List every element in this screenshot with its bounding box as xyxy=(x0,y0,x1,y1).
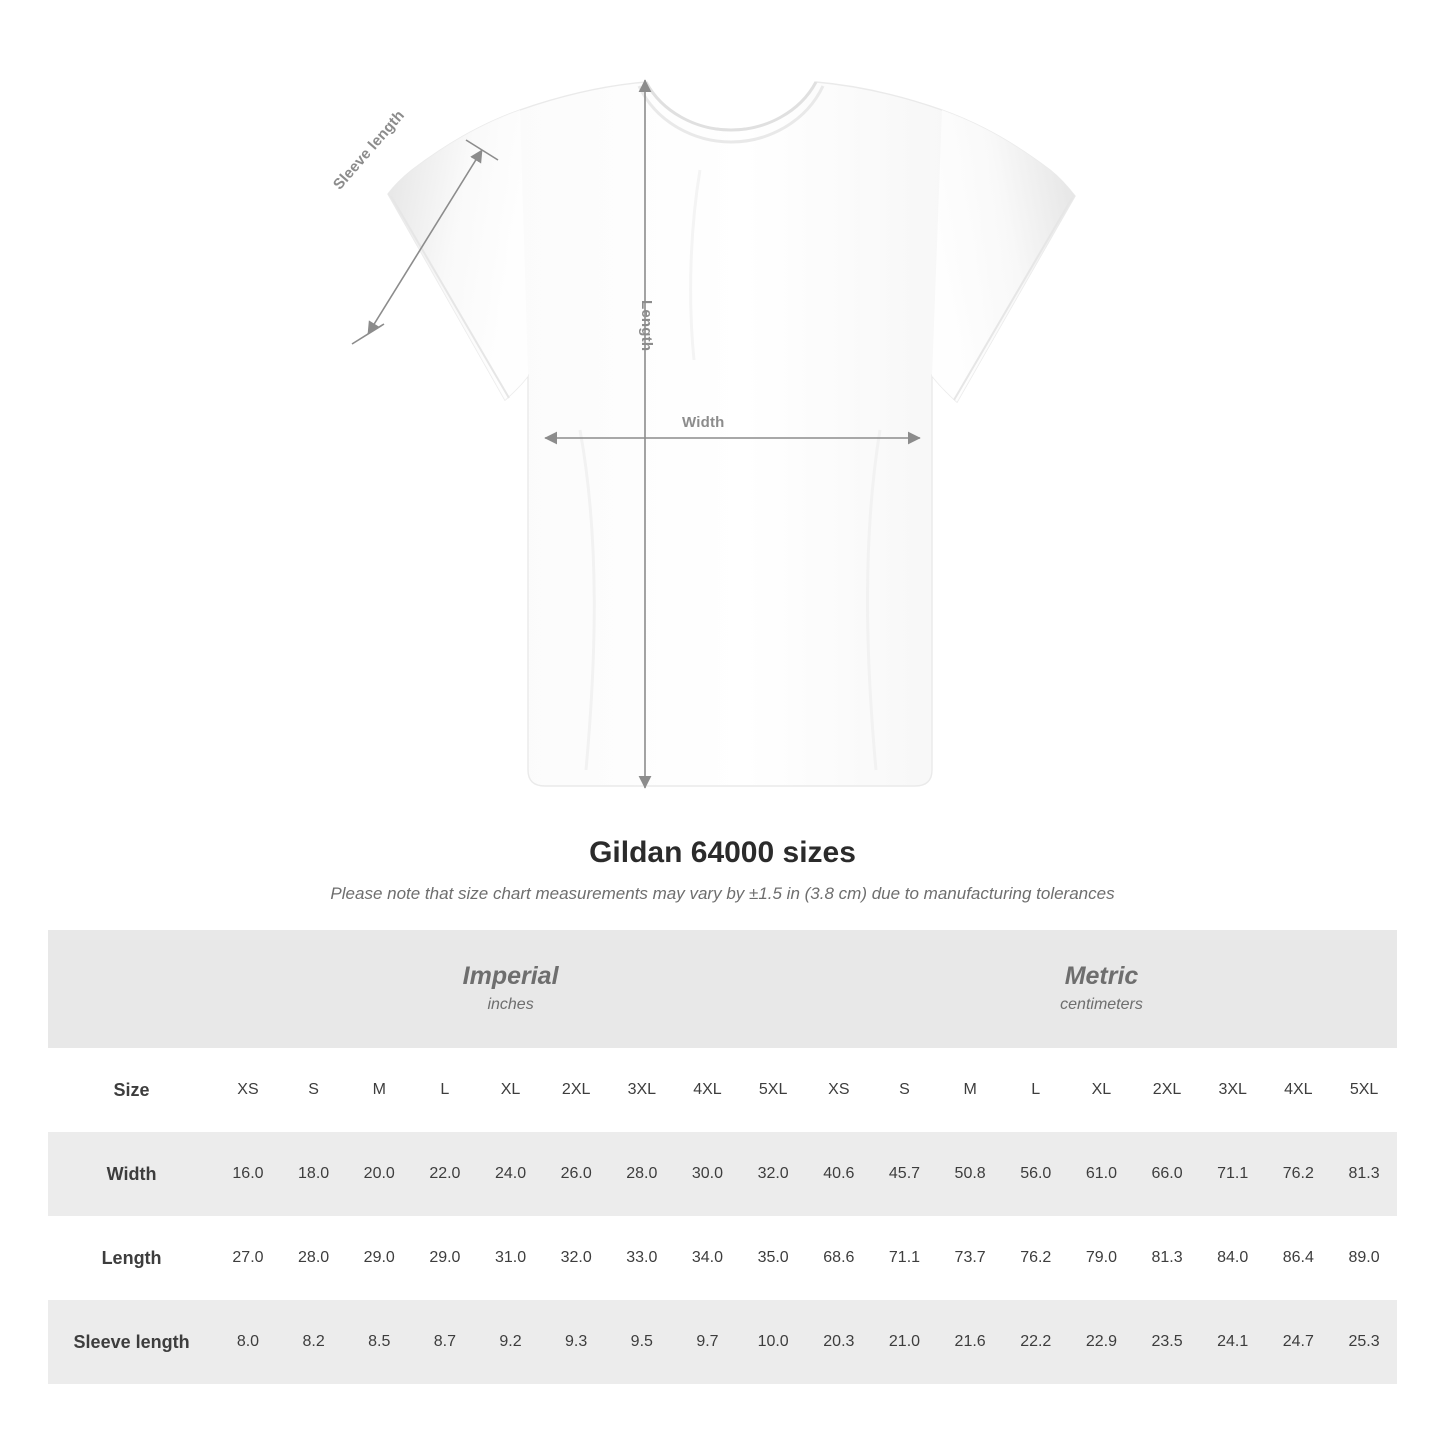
cell-length-9: 68.6 xyxy=(806,1216,872,1300)
size-col-7: 4XL xyxy=(675,1048,741,1132)
cell-sleeve-1: 8.2 xyxy=(281,1300,347,1384)
cell-sleeve-5: 9.3 xyxy=(543,1300,609,1384)
cell-width-14: 66.0 xyxy=(1134,1132,1200,1216)
size-col-5: 2XL xyxy=(543,1048,609,1132)
imperial-name: Imperial xyxy=(462,961,559,990)
row-label-width: Width xyxy=(48,1132,215,1216)
size-col-13: XL xyxy=(1069,1048,1135,1132)
cell-width-5: 26.0 xyxy=(543,1132,609,1216)
row-label-sleeve-length: Sleeve length xyxy=(48,1300,215,1384)
cell-width-1: 18.0 xyxy=(281,1132,347,1216)
size-col-4: XL xyxy=(478,1048,544,1132)
tshirt-shape xyxy=(388,82,1075,786)
cell-sleeve-3: 8.7 xyxy=(412,1300,478,1384)
cell-width-7: 30.0 xyxy=(675,1132,741,1216)
unit-group-metric xyxy=(806,930,1397,1048)
size-col-0: XS xyxy=(215,1048,281,1132)
table-row xyxy=(48,1216,1397,1300)
cell-length-8: 35.0 xyxy=(740,1216,806,1300)
cell-length-13: 79.0 xyxy=(1069,1216,1135,1300)
size-chart-header xyxy=(0,836,1445,904)
cell-length-12: 76.2 xyxy=(1003,1216,1069,1300)
cell-sleeve-2: 8.5 xyxy=(346,1300,412,1384)
cell-length-0: 27.0 xyxy=(215,1216,281,1300)
cell-sleeve-15: 24.1 xyxy=(1200,1300,1266,1384)
size-col-9: XS xyxy=(806,1048,872,1132)
cell-length-17: 89.0 xyxy=(1331,1216,1397,1300)
cell-width-11: 50.8 xyxy=(937,1132,1003,1216)
size-chart-table xyxy=(48,930,1397,1384)
table-row xyxy=(48,1132,1397,1216)
cell-width-12: 56.0 xyxy=(1003,1132,1069,1216)
cell-sleeve-6: 9.5 xyxy=(609,1300,675,1384)
cell-length-1: 28.0 xyxy=(281,1216,347,1300)
imperial-sub: inches xyxy=(487,995,534,1013)
unit-group-imperial xyxy=(215,930,806,1048)
cell-sleeve-17: 25.3 xyxy=(1331,1300,1397,1384)
length-label: Length xyxy=(638,300,655,352)
size-col-8: 5XL xyxy=(740,1048,806,1132)
metric-sub: centimeters xyxy=(1060,995,1143,1013)
size-col-6: 3XL xyxy=(609,1048,675,1132)
cell-length-16: 86.4 xyxy=(1266,1216,1332,1300)
cell-length-10: 71.1 xyxy=(872,1216,938,1300)
cell-width-13: 61.0 xyxy=(1069,1132,1135,1216)
cell-width-8: 32.0 xyxy=(740,1132,806,1216)
cell-width-9: 40.6 xyxy=(806,1132,872,1216)
metric-name: Metric xyxy=(1064,961,1139,990)
row-label-length: Length xyxy=(48,1216,215,1300)
size-col-12: L xyxy=(1003,1048,1069,1132)
cell-width-2: 20.0 xyxy=(346,1132,412,1216)
cell-sleeve-14: 23.5 xyxy=(1134,1300,1200,1384)
cell-sleeve-11: 21.6 xyxy=(937,1300,1003,1384)
cell-length-6: 33.0 xyxy=(609,1216,675,1300)
size-col-3: L xyxy=(412,1048,478,1132)
size-col-15: 3XL xyxy=(1200,1048,1266,1132)
cell-length-14: 81.3 xyxy=(1134,1216,1200,1300)
cell-sleeve-12: 22.2 xyxy=(1003,1300,1069,1384)
cell-length-11: 73.7 xyxy=(937,1216,1003,1300)
size-col-14: 2XL xyxy=(1134,1048,1200,1132)
cell-width-16: 76.2 xyxy=(1266,1132,1332,1216)
size-col-11: M xyxy=(937,1048,1003,1132)
unit-header-spacer xyxy=(48,930,215,1048)
cell-sleeve-10: 21.0 xyxy=(872,1300,938,1384)
cell-sleeve-8: 10.0 xyxy=(740,1300,806,1384)
cell-length-15: 84.0 xyxy=(1200,1216,1266,1300)
size-header-row xyxy=(48,1048,1397,1132)
cell-sleeve-7: 9.7 xyxy=(675,1300,741,1384)
cell-sleeve-16: 24.7 xyxy=(1266,1300,1332,1384)
cell-width-15: 71.1 xyxy=(1200,1132,1266,1216)
cell-width-6: 28.0 xyxy=(609,1132,675,1216)
size-col-16: 4XL xyxy=(1266,1048,1332,1132)
cell-length-2: 29.0 xyxy=(346,1216,412,1300)
cell-width-3: 22.0 xyxy=(412,1132,478,1216)
unit-header-row xyxy=(48,930,1397,1048)
sleeve-length-label: Sleeve length xyxy=(330,107,408,194)
cell-length-4: 31.0 xyxy=(478,1216,544,1300)
cell-length-5: 32.0 xyxy=(543,1216,609,1300)
cell-width-10: 45.7 xyxy=(872,1132,938,1216)
row-header-size: Size xyxy=(48,1048,215,1132)
table-row xyxy=(48,1300,1397,1384)
cell-width-4: 24.0 xyxy=(478,1132,544,1216)
page-title: Gildan 64000 sizes xyxy=(589,836,856,869)
cell-length-3: 29.0 xyxy=(412,1216,478,1300)
tolerance-note: Please note that size chart measurements may vary by ±1.5 in (3.8 cm) due to manufacturing tolerances xyxy=(330,884,1115,903)
cell-sleeve-4: 9.2 xyxy=(478,1300,544,1384)
width-label: Width xyxy=(682,414,725,431)
size-col-2: M xyxy=(346,1048,412,1132)
cell-width-17: 81.3 xyxy=(1331,1132,1397,1216)
size-table-wrapper xyxy=(48,930,1397,1384)
cell-sleeve-13: 22.9 xyxy=(1069,1300,1135,1384)
cell-sleeve-9: 20.3 xyxy=(806,1300,872,1384)
size-col-17: 5XL xyxy=(1331,1048,1397,1132)
cell-sleeve-0: 8.0 xyxy=(215,1300,281,1384)
cell-width-0: 16.0 xyxy=(215,1132,281,1216)
cell-length-7: 34.0 xyxy=(675,1216,741,1300)
size-col-10: S xyxy=(872,1048,938,1132)
size-col-1: S xyxy=(281,1048,347,1132)
